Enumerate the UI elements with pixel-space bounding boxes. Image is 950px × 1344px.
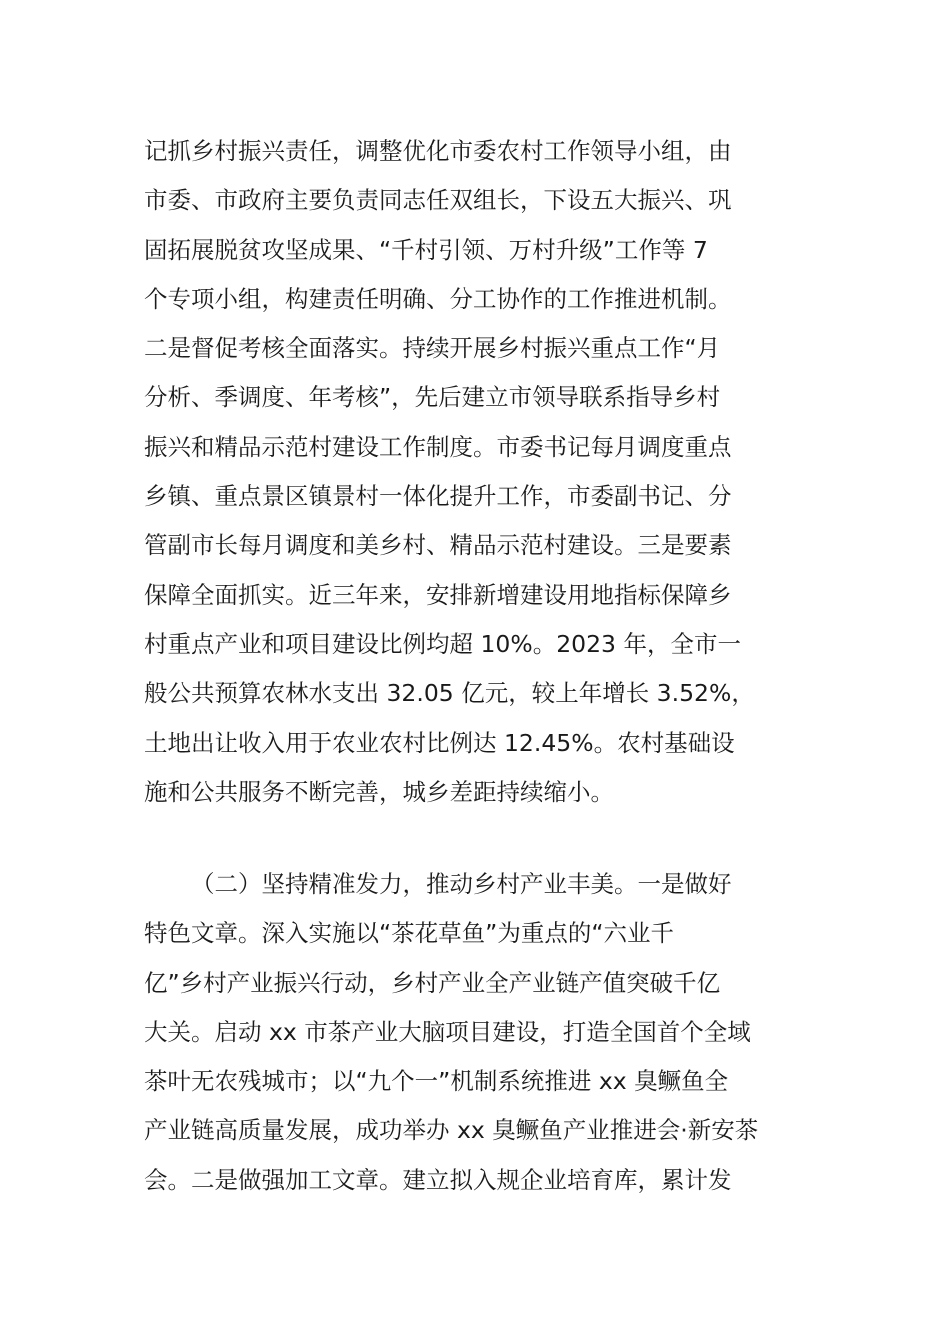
text-line: 会。二是做强加工文章。建立拟入规企业培育库，累计发 [144, 1165, 732, 1194]
text-line: 亿”乡村产业振兴行动，乡村产业全产业链产值突破千亿 [144, 968, 721, 997]
text-line: 村重点产业和项目建设比例均超 10%。2023 年，全市一 [144, 629, 741, 658]
paragraph-1 [144, 127, 814, 817]
text-line: 般公共预算农林水支出 32.05 亿元，较上年增长 3.52%， [144, 679, 755, 708]
text-line: 固拓展脱贫攻坚成果、“千村引领、万村升级”工作等 7 [144, 235, 708, 264]
text-line: 分析、季调度、年考核”，先后建立市领导联系指导乡村 [144, 383, 721, 412]
text-line: 产业链高质量发展，成功举办 xx 臭鳜鱼产业推进会·新安茶 [144, 1116, 759, 1145]
text-line-indented: （二）坚持精准发力，推动乡村产业丰美。一是做好 [191, 870, 732, 898]
text-line: 二是督促考核全面落实。持续开展乡村振兴重点工作“月 [144, 334, 721, 363]
text-line: 保障全面抓实。近三年来，安排新增建设用地指标保障乡 [144, 580, 732, 609]
text-line: 茶叶无农残城市；以“九个一”机制系统推进 xx 臭鳜鱼全 [144, 1067, 729, 1096]
text-line: 个专项小组，构建责任明确、分工协作的工作推进机制。 [144, 284, 732, 313]
text-line: 记抓乡村振兴责任，调整优化市委农村工作领导小组，由 [144, 137, 732, 165]
paragraph-2 [144, 860, 814, 1205]
text-line: 特色文章。深入实施以“茶花草鱼”为重点的“六业千 [144, 919, 675, 948]
text-line: 施和公共服务不断完善，城乡差距持续缩小。 [144, 777, 614, 806]
text-line: 管副市长每月调度和美乡村、精品示范村建设。三是要素 [144, 531, 732, 560]
text-line: 振兴和精品示范村建设工作制度。市委书记每月调度重点 [144, 432, 732, 461]
text-line: 乡镇、重点景区镇景村一体化提升工作，市委副书记、分 [144, 482, 732, 511]
text-line: 市委、市政府主要负责同志任双组长，下设五大振兴、巩 [144, 186, 732, 215]
text-line: 大关。启动 xx 市茶产业大脑项目建设，打造全国首个全域 [144, 1017, 751, 1046]
text-line: 土地出让收入用于农业农村比例达 12.45%。农村基础设 [144, 728, 735, 757]
